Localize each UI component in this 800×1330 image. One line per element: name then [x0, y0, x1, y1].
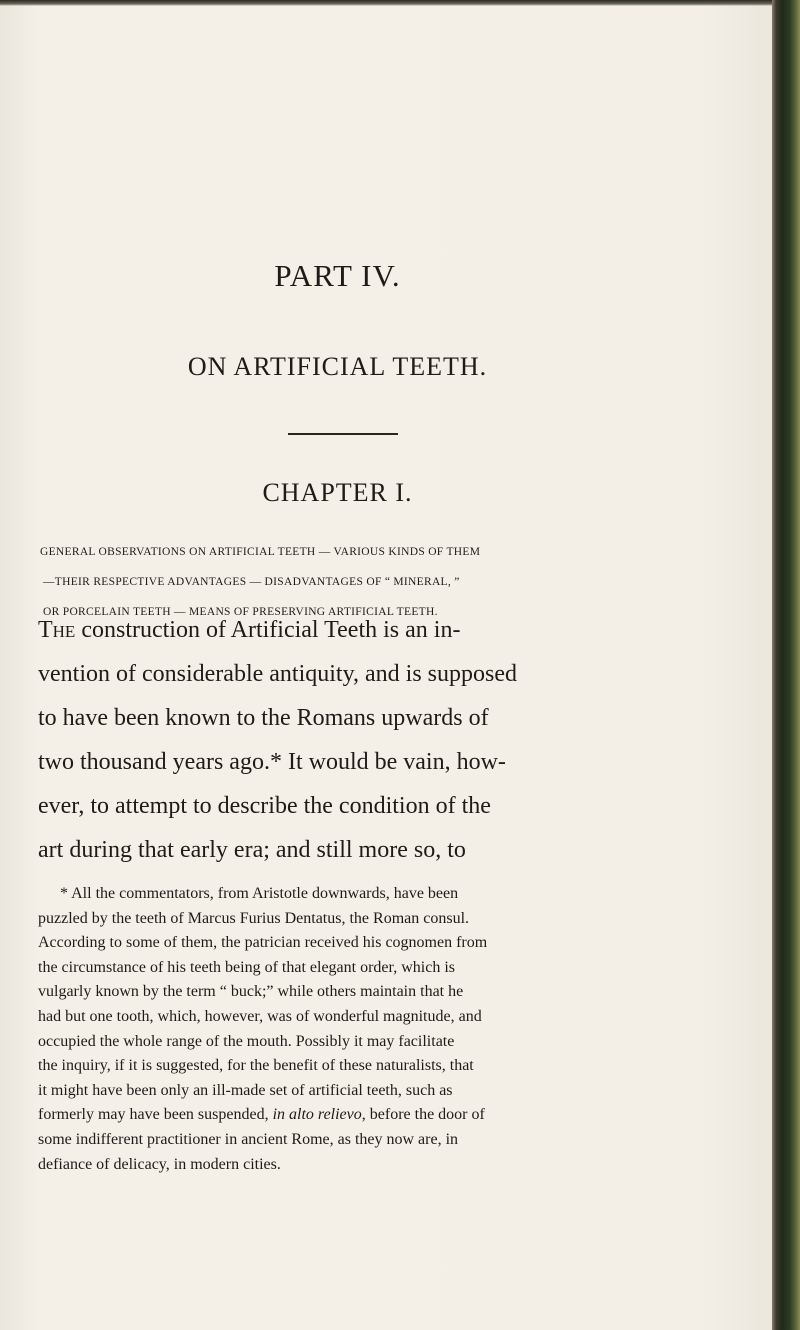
title-divider — [288, 433, 398, 435]
footnote-line: the circumstance of his teeth being of that elegant order, which is — [38, 958, 455, 976]
footnote-line: defiance of delicacy, in modern cities. — [38, 1155, 281, 1173]
summary-line: —THEIR RESPECTIVE ADVANTAGES — DISADVANTAGES OF “ MINERAL, ” — [43, 576, 460, 588]
book-binding-edge — [772, 0, 800, 1330]
footnote-text: , before the door of — [361, 1106, 485, 1124]
footnote-line: the inquiry, if it is suggested, for the benefit of these naturalists, that — [38, 1057, 474, 1075]
section-title: ON ARTIFICIAL TEETH. — [187, 352, 488, 381]
body-line: vention of considerable antiquity, and is supposed — [38, 661, 518, 687]
body-line: two thousand years ago.* It would be vain, how- — [38, 749, 506, 775]
chapter-title: CHAPTER I. — [262, 478, 413, 507]
body-line: The construction of Artificial Teeth is an in- — [38, 617, 461, 643]
body-line: art during that early era; and still more so, to — [38, 837, 466, 863]
summary-line: OR PORCELAIN TEETH — MEANS OF PRESERVING ARTIFICIAL TEETH. — [43, 606, 438, 618]
body-line: to have been known to the Romans upwards of — [38, 705, 489, 731]
footnote-line: * All the commentators, from Aristotle downwards, have been — [60, 885, 459, 902]
footnote-text: formerly may have been suspended, — [38, 1106, 273, 1124]
footnote-line: According to some of them, the patrician received his cognomen from — [38, 934, 488, 952]
body-line: ever, to attempt to describe the condition of the — [38, 793, 491, 819]
footnote-line: occupied the whole range of the mouth. Possibly it may facilitate — [38, 1032, 455, 1050]
opening-word: The — [38, 617, 82, 643]
part-title: PART IV. — [274, 258, 401, 293]
footnote-line — [38, 1103, 678, 1128]
body-paragraph — [38, 608, 678, 872]
footnote — [38, 882, 678, 1177]
page-top-edge — [0, 0, 800, 6]
footnote-line: had but one tooth, which, however, was of wonderful magnitude, and — [38, 1007, 482, 1025]
footnote-line: it might have been only an ill-made set of artificial teeth, such as — [38, 1081, 453, 1099]
footnote-italic-phrase: in alto relievo — [272, 1106, 362, 1124]
footnote-line: puzzled by the teeth of Marcus Furius Dentatus, the Roman consul. — [38, 909, 470, 927]
summary-line: GENERAL OBSERVATIONS ON ARTIFICIAL TEETH — VARIOUS KINDS OF THEM — [40, 546, 481, 558]
footnote-line: some indifferent practitioner in ancient Rome, as they now are, in — [38, 1130, 459, 1148]
footnote-line: vulgarly known by the term “ buck;” while others maintain that he — [38, 983, 464, 1001]
